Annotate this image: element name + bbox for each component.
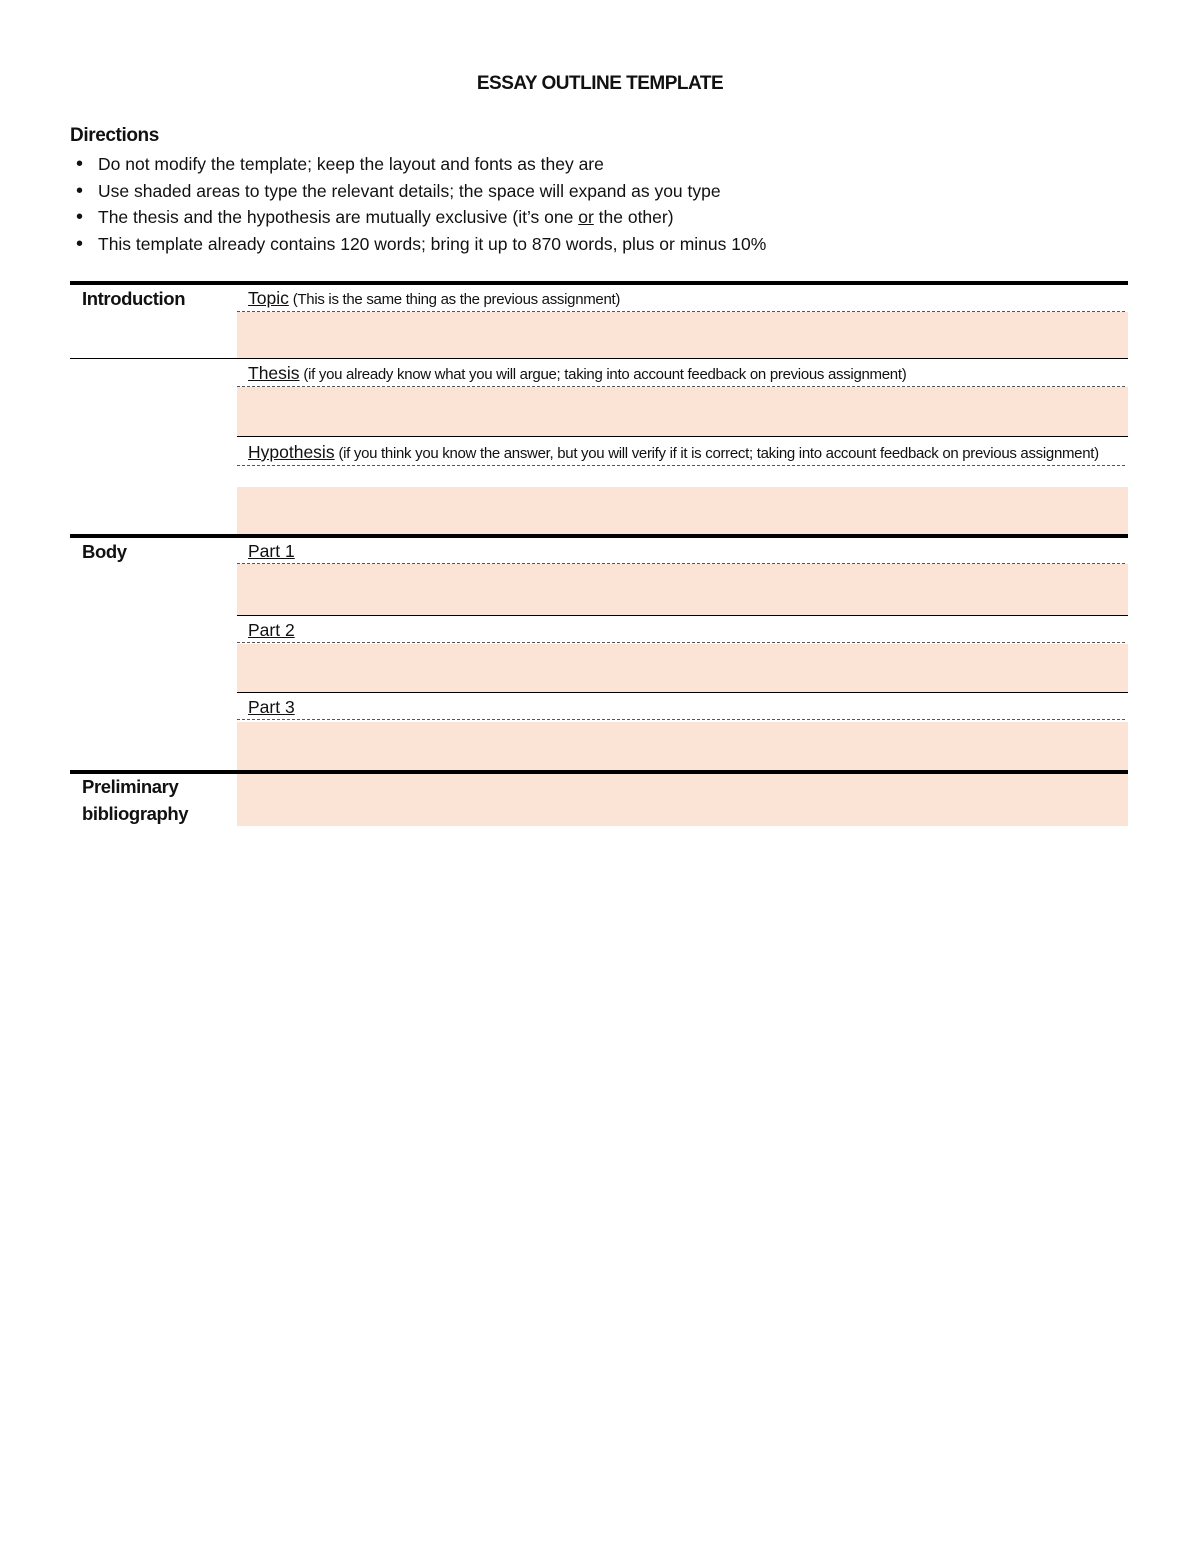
- part-3-label: Part 3: [248, 697, 295, 717]
- part-2-input-area[interactable]: [237, 644, 1128, 692]
- direction-item: • The thesis and the hypothesis are mutually exclusive (it’s one or the other): [70, 205, 766, 232]
- direction-item: • This template already contains 120 words; bring it up to 870 words, plus or minus 10%: [70, 232, 766, 259]
- directions-heading: Directions: [70, 125, 159, 146]
- part-3-input-area[interactable]: [237, 722, 1128, 770]
- topic-input-area[interactable]: [237, 312, 1128, 358]
- hypothesis-label: Hypothesis: [248, 442, 335, 462]
- part-2-label: Part 2: [248, 620, 295, 640]
- direction-item: • Use shaded areas to type the relevant details; the space will expand as you type: [70, 179, 766, 206]
- section-label-introduction: Introduction: [82, 288, 186, 309]
- part-1-label: Part 1: [248, 541, 295, 561]
- hypothesis-heading: Hypothesis (if you think you know the answer, but you will verify if it is correct; taking into account feedback on previous assignment): [237, 441, 1125, 466]
- part-3-heading: [237, 696, 1125, 720]
- thesis-label: Thesis: [248, 363, 300, 383]
- hypothesis-input-area[interactable]: [237, 487, 1128, 535]
- part-2-heading: [237, 619, 1125, 643]
- bibliography-input-area[interactable]: [237, 774, 1128, 826]
- direction-item: • Do not modify the template; keep the layout and fonts as they are: [70, 152, 766, 179]
- section-rule: [70, 281, 1128, 285]
- row-divider: [237, 692, 1128, 693]
- section-label-body: Body: [82, 541, 127, 562]
- thesis-heading: Thesis (if you already know what you will argue; taking into account feedback on previous assignment): [237, 362, 1125, 387]
- document-title: ESSAY OUTLINE TEMPLATE: [476, 73, 724, 94]
- thesis-input-area[interactable]: [237, 387, 1128, 436]
- topic-heading: Topic (This is the same thing as the previous assignment): [237, 287, 1125, 312]
- directions-list: [70, 152, 766, 258]
- part-1-input-area[interactable]: [237, 564, 1128, 615]
- row-divider: [237, 436, 1128, 437]
- row-divider: [70, 358, 1128, 359]
- section-label-bibliography: Preliminary bibliography: [82, 776, 189, 824]
- emphasis-or: or: [578, 207, 594, 227]
- row-divider: [237, 615, 1128, 616]
- section-rule: [70, 534, 1128, 538]
- part-1-heading: [237, 540, 1125, 564]
- topic-label: Topic: [248, 288, 289, 308]
